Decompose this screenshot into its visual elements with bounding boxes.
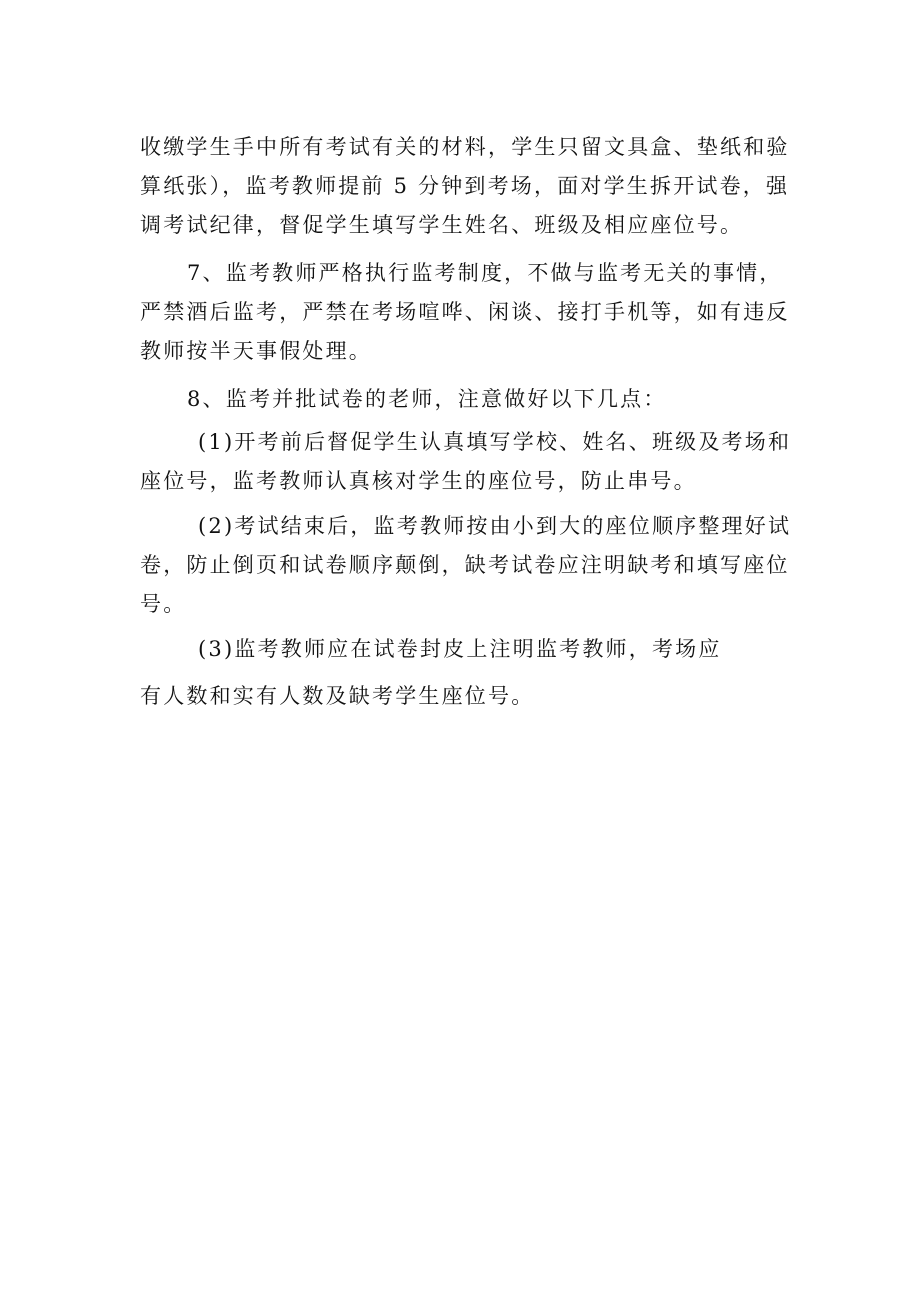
text-line: 有人数和实有人数及缺考学生座位号。 (140, 684, 535, 708)
text-line: (3)监考教师应在试卷封皮上注明监考教师，考场应 (198, 637, 722, 661)
text-line: 8、监考并批试卷的老师，注意做好以下几点： (187, 387, 667, 411)
text-line: 教师按半天事假处理。 (140, 339, 372, 363)
text-line: 严禁酒后监考，严禁在考场喧哗、闲谈、接打手机等，如有违反 (140, 300, 790, 324)
paragraph-item-7 (140, 254, 790, 371)
text-line: (1)开考前后督促学生认真填写学校、姓名、班级及考场和 (198, 430, 792, 454)
text-line: 7、监考教师严格执行监考制度，不做与监考无关的事情， (187, 261, 783, 285)
text-line: 卷，防止倒页和试卷顺序颠倒，缺考试卷应注明缺考和填写座位 (140, 553, 790, 577)
text-line: 座位号，监考教师认真核对学生的座位号，防止串号。 (140, 469, 697, 493)
paragraph-subitem-2 (140, 507, 792, 624)
document-body (140, 128, 792, 716)
text-line: (2)考试结束后，监考教师按由小到大的座位顺序整理好试 (198, 514, 792, 538)
text-line: 号。 (140, 592, 187, 616)
paragraph-subitem-3 (140, 630, 785, 716)
text-line: 调考试纪律，督促学生填写学生姓名、班级及相应座位号。 (140, 213, 744, 237)
paragraph-subitem-1 (140, 423, 792, 501)
text-line: 收缴学生手中所有考试有关的材料，学生只留文具盒、垫纸和验 (140, 135, 790, 159)
text-line: 算纸张），监考教师提前 5 分钟到考场，面对学生拆开试卷，强 (140, 174, 790, 198)
paragraph-materials (140, 128, 790, 245)
paragraph-item-8 (140, 380, 785, 419)
